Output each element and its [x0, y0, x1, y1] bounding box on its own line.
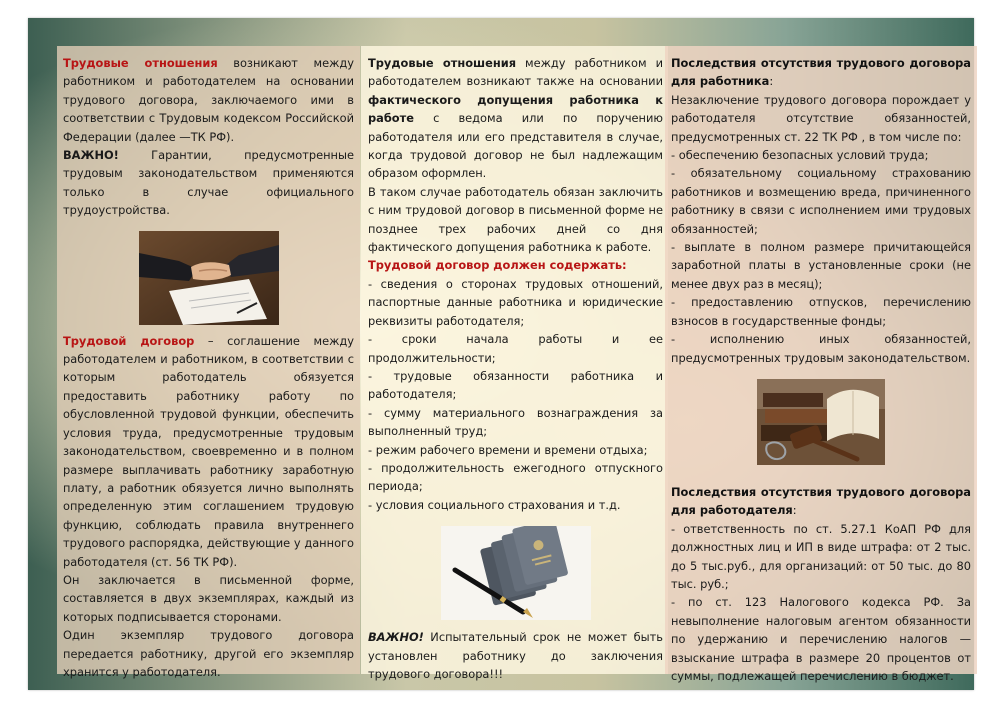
left-paragraph-1: Трудовые отношения возникают между работником и работодателем на основании трудового договора, заключаемого ими в соответствии с Трудовым кодексом Российской Федерации (далее —ТК РФ).: [63, 56, 354, 144]
left-paragraph-2: ВАЖНО! Гарантии, предусмотренные трудовым законодательством применяются только в случае официального трудоустройства.: [63, 148, 354, 218]
consequences-employee-heading: Последствия отсутствия трудового договора для работника:: [671, 56, 971, 89]
panel-left: [57, 46, 360, 679]
important-label: ВАЖНО!: [63, 148, 119, 163]
contents-item-3: - трудовые обязанности работника и работодателя;: [368, 368, 663, 402]
employee-item-2: - обязательному социальному страхованию работников и возмещению вреда, причиненного работнику в связи с исполнением ими трудовых обязанностей;: [671, 166, 971, 236]
term-labor-relations-2: Трудовые отношения: [368, 56, 517, 70]
employee-item-1: - обеспечению безопасных условий труда;: [671, 148, 929, 163]
contents-item-5: - режим рабочего времени и времени отдыха;: [368, 442, 648, 457]
employee-item-3: - выплате в полном размере причитающейся заработной платы в установленные сроки (не менее двух раз в месяц);: [671, 240, 971, 291]
term-labor-relations: Трудовые отношения: [63, 56, 218, 70]
left-paragraph-5: Один экземпляр трудового договора передается работнику, другой его экземпляр хранится у работодателя.: [63, 628, 354, 679]
contents-item-2: - сроки начала работы и ее продолжительности;: [368, 332, 663, 365]
left-paragraph-3: Трудовой договор – соглашение между работодателем и работником, в соответствии с которым работодатель обязуется предоставить работнику работу по обусловленной трудовой функции, обеспечить условия труда, предусмотренные трудовым законодательством, своевременно и в полном размере выплачивать работнику заработную плату, а работник обязуется лично выполнять определенную этим соглашением трудовую функцию, соблюдать правила внутреннего трудового распорядка, действующие у данного работодателя (ст. 56 ТК РФ).: [63, 333, 354, 569]
middle-note: ВАЖНО! Испытательный срок не может быть установлен работнику до заключения трудового договора!!!: [368, 630, 663, 681]
left-paragraph-4: Он заключается в письменной форме, составляется в двух экземплярах, каждый из которых подписывается сторонами.: [63, 572, 354, 624]
important-label-2: ВАЖНО!: [368, 630, 424, 645]
contents-item-1: - сведения о сторонах трудовых отношений, паспортные данные работника и юридические реквизиты работодателя;: [368, 276, 663, 328]
consequences-employer-heading: Последствия отсутствия трудового договора для работодателя:: [671, 484, 971, 518]
employee-item-4: - предоставлению отпусков, перечислению взносов в государственные фонды;: [671, 295, 971, 328]
contents-item-7: - условия социального страхования и т.д.: [368, 497, 621, 512]
gavel-books-photo: [757, 379, 885, 465]
panel-middle: [361, 46, 668, 681]
passports-pen-photo: [441, 526, 591, 620]
panel-right: [665, 46, 977, 683]
middle-paragraph-1: Трудовые отношения между работником и работодателем возникают также на основании фактического допущения работника к работе с ведома или по поручению работодателя или его представителя в случае, когда трудовой договор не был надлежащим образом оформлен.: [368, 56, 663, 181]
middle-paragraph-2: В таком случае работодатель обязан заключить с ним трудовой договор в письменной форме не позднее трех рабочих дней со дня фактического допущения работника к работе.: [368, 184, 663, 255]
term-actual-admission: фактического допущения работника к работе: [368, 92, 663, 126]
right-intro: Незаключение трудового договора порождает у работодателя отсутствие обязанностей, предусмотренных ст. 22 ТК РФ , в том числе по:: [671, 92, 971, 144]
contract-contents-heading: Трудовой договор должен содержать:: [368, 258, 627, 273]
employer-item-2: - по ст. 123 Налогового кодекса РФ. За невыполнение налоговым агентом обязанности по удержанию и перечислению налогов — взыскание штрафа в размере 20 процентов от суммы, подлежащей перечислению в бюджет.: [671, 595, 971, 683]
contents-item-6: - продолжительность ежегодного отпускного периода;: [368, 460, 663, 494]
contents-item-4: - сумму материального вознаграждения за выполненный труд;: [368, 405, 663, 439]
brochure: [28, 18, 974, 690]
employer-item-1: - ответственность по ст. 5.27.1 КоАП РФ для должностных лиц и ИП в виде штрафа: от 2 тыс. до 5 тыс.руб., для организаций: от 50 тыс. до 80 тыс. руб.;: [671, 521, 971, 591]
term-labor-contract: Трудовой договор: [63, 333, 195, 348]
handshake-photo: [139, 231, 279, 325]
employee-item-5: - исполнению иных обязанностей, предусмотренных трудовым законодательством.: [671, 332, 971, 365]
